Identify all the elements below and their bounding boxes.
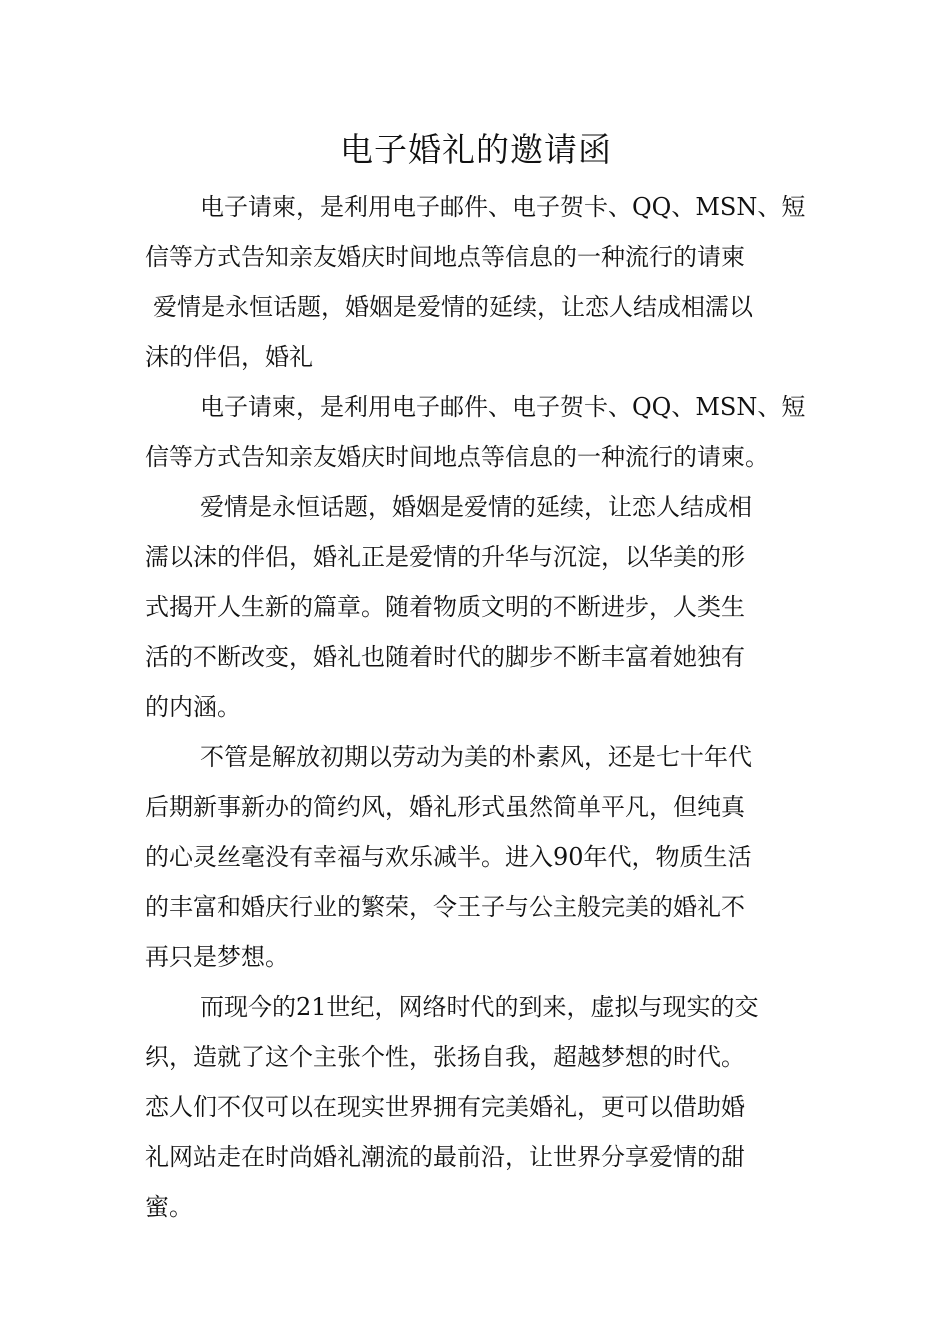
document-page <box>145 126 807 1232</box>
paragraph-3 <box>145 482 807 732</box>
document-title: 电子婚礼的邀请函 <box>340 130 612 169</box>
paragraph-line: 再只是梦想。 <box>145 943 289 971</box>
paragraph-line: 恋人们不仅可以在现实世界拥有完美婚礼，更可以借助婚 <box>145 1093 745 1121</box>
paragraph-line: 礼网站走在时尚婚礼潮流的最前沿，让世界分享爱情的甜 <box>145 1143 745 1171</box>
paragraph-line: 爱情是永恒话题，婚姻是爱情的延续，让恋人结成相 <box>200 493 752 521</box>
paragraph-line: 电子请柬，是利用电子邮件、电子贺卡、QQ、MSN、短 <box>200 193 806 221</box>
paragraph-4 <box>145 732 807 982</box>
paragraph-line: 后期新事新办的简约风，婚礼形式虽然简单平凡，但纯真 <box>145 793 745 821</box>
paragraph-line: 信等方式告知亲友婚庆时间地点等信息的一种流行的请柬。 <box>145 443 769 471</box>
paragraph-line: 活的不断改变，婚礼也随着时代的脚步不断丰富着她独有 <box>145 643 745 671</box>
paragraph-line: 濡以沫的伴侣，婚礼正是爱情的升华与沉淀，以华美的形 <box>145 543 745 571</box>
paragraph-line: 电子请柬，是利用电子邮件、电子贺卡、QQ、MSN、短 <box>200 393 806 421</box>
paragraph-2 <box>145 382 807 482</box>
paragraph-line: 的丰富和婚庆行业的繁荣，令王子与公主般完美的婚礼不 <box>145 893 745 921</box>
paragraph-line: 信等方式告知亲友婚庆时间地点等信息的一种流行的请柬 <box>145 243 745 271</box>
paragraph-line: 蜜。 <box>145 1193 193 1221</box>
paragraph-1 <box>145 182 807 382</box>
paragraph-line: 的心灵丝毫没有幸福与欢乐减半。进入90年代，物质生活 <box>145 843 752 871</box>
paragraph-line: 不管是解放初期以劳动为美的朴素风，还是七十年代 <box>200 743 752 771</box>
paragraph-line: 沫的伴侣，婚礼 <box>145 343 313 371</box>
paragraph-5 <box>145 982 807 1232</box>
paragraph-line: 式揭开人生新的篇章。随着物质文明的不断进步，人类生 <box>145 593 745 621</box>
paragraph-line: 爱情是永恒话题，婚姻是爱情的延续，让恋人结成相濡以 <box>153 293 753 321</box>
paragraph-line: 的内涵。 <box>145 693 241 721</box>
paragraph-line: 而现今的21世纪，网络时代的到来，虚拟与现实的交 <box>200 993 759 1021</box>
paragraph-line: 织，造就了这个主张个性，张扬自我，超越梦想的时代。 <box>145 1043 745 1071</box>
